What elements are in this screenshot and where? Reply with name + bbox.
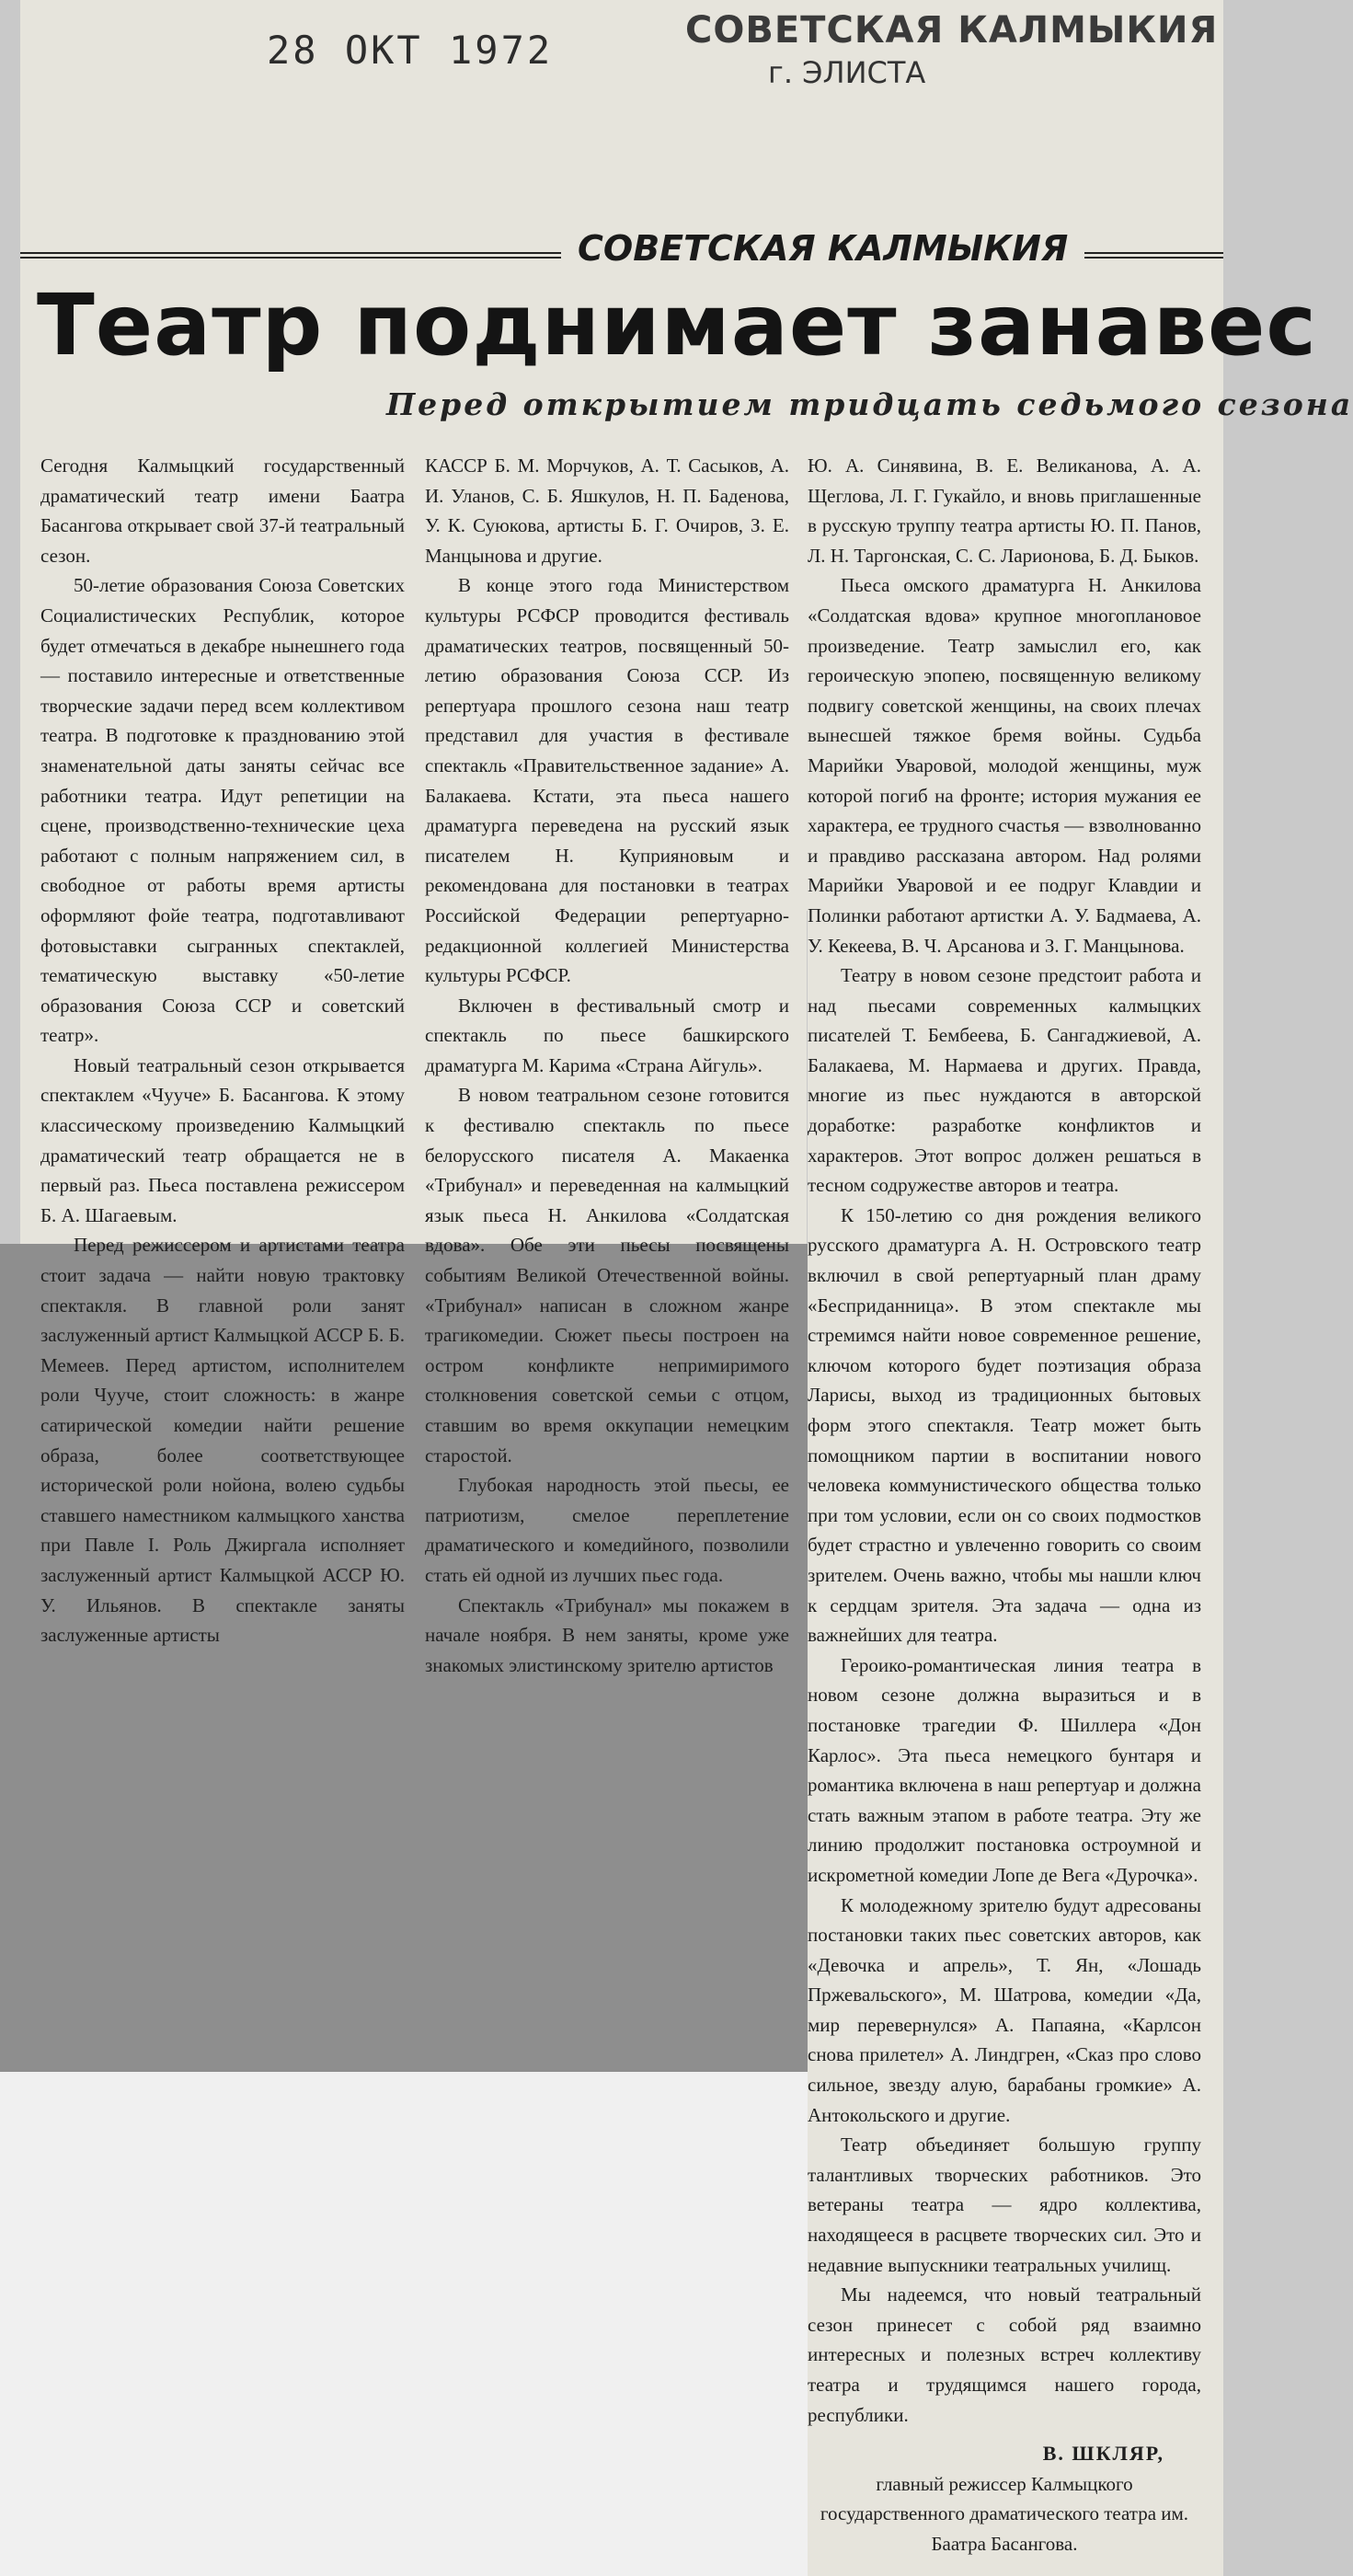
paragraph: В новом театральном сезоне готовится к фестивалю спектакль по пьесе белорусского писателя А. Макаенка «Трибунал» и переведенная на калмыцкий язык пьеса Н. Анкилова «Солдатская вдова». Обе эти пьесы посвящены событиям Великой Отечественной войны. «Трибунал» написан в сложном жанре трагикомедии. Сюжет пьесы построен на остром конфликте непримиримого столкновения советской семьи с отцом, ставшим во время оккупации немецким старостой. [425, 1084, 789, 1466]
city-stamp: г. ЭЛИСТА [768, 55, 926, 90]
paragraph: 50-летие образования Союза Советских Социалистических Республик, которое будет отмечаться в декабре нынешнего года — поставило интересные и ответственные творческие задачи перед всем коллективом театра. В подготовке к празднованию этой знаменательной даты заняты сейчас все работники театра. Идут репетиции на сцене, производственно-технические цеха работают с полным напряжением сил, в свободное от работы время артисты оформляют фойе театра, подготавливают фотовыставки сыгранных спектаклей, тематическую выставку «50-летие образования Союза ССР и советский театр». [40, 574, 405, 1047]
article-column-2 [425, 451, 789, 1680]
date-stamp: 28 ОКТ 1972 [267, 28, 554, 73]
headline: Театр поднимает занавес [37, 276, 1317, 374]
subheadline: Перед открытием тридцать седьмого сезона [386, 386, 1353, 422]
paragraph: Глубокая народность этой пьесы, ее патриотизм, смелое переплетение драматического и комедийного, позволили стать ей одной из лучших пьес года. [425, 1474, 789, 1586]
paragraph: КАССР Б. М. Морчуков, А. Т. Сасыков, А. И. Уланов, С. Б. Яшкулов, Н. П. Баденова, У. К. Суюкова, артисты Б. Г. Очиров, З. Е. Манцынова и другие. [425, 454, 789, 567]
paragraph: К 150-летию со дня рождения великого русского драматурга А. Н. Островского театр включил в свой репертуарный план драму «Бесприданница». В этом спектакле мы стремимся найти новое современное решение, ключом которого будет поэтизация образа Ларисы, выход из традиционных бытовых форм этого спектакля. Театр может быть помощником партии в воспитании нового человека коммунистического общества только при том условии, если он со своих подмостков будет страстно и увлеченно говорить со своим зрителем. Очень важно, чтобы мы нашли ключ к сердцам зрителя. Эта задача — одна из важнейших для театра. [808, 1203, 1201, 1647]
paragraph: Мы надеемся, что новый театральный сезон принесет с собой ряд взаимно интересных и полезных встреч коллективу театра и трудящимся нашего города, республики. [808, 2283, 1201, 2426]
paragraph: К молодежному зрителю будут адресованы постановки таких пьес советских авторов, как «Девочка и апрель», Т. Ян, «Лошадь Пржевальского», М. Шатрова, комедии «Да, мир перевернулся» А. Папаяна, «Карлсон снова прилетел» А. Линдгрен, «Сказ про слово сильное, звезду алую, барабаны громкие» А. Антокольского и другие. [808, 1893, 1201, 2126]
paragraph: Театр объединяет большую группу талантливых творческих работников. Это ветераны театра — ядро коллектива, находящееся в расцвете творческих сил. Это и недавние выпускники театральных училищ. [808, 2133, 1201, 2276]
newspaper-stamp: СОВЕТСКАЯ КАЛМЫКИЯ [685, 9, 1219, 52]
article-column-1 [40, 451, 405, 1650]
paragraph: Включен в фестивальный смотр и спектакль по пьесе башкирского драматурга М. Карима «Страна Айгуль». [425, 994, 789, 1076]
paragraph: Героико-романтическая линия театра в новом сезоне должна выразиться и в постановке трагедии Ф. Шиллера «Дон Карлос». Эта пьеса немецкого бунтаря и романтика включена в наш репертуар и должна стать важным этапом в работе театра. Эту же линию продолжит постановка остроумной и искрометной комедии Лопе де Вега «Дурочка». [808, 1653, 1201, 1886]
paragraph: Сегодня Калмыцкий государственный драматический театр имени Баатра Басангова открывает свой 37-й театральный сезон. [40, 454, 405, 567]
paragraph: Спектакль «Трибунал» мы покажем в начале ноября. В нем заняты, кроме уже знакомых элистинскому зрителю артистов [425, 1593, 789, 1676]
paragraph: В конце этого года Министерством культуры РСФСР проводится фестиваль драматических театров, посвященный 50-летию образования Союза ССР. Из репертуара прошлого сезона наш театр представил для участия в фестивале спектакль «Правительственное задание» А. Балакаева. Кстати, эта пьеса нашего драматурга переведена на русский язык писателем Н. Куприяновым и рекомендована для постановки в театрах Российской Федерации репертуарно-редакционной коллегией Министерства культуры РСФСР. [425, 574, 789, 987]
paragraph: Театру в новом сезоне предстоит работа и над пьесами современных калмыцких писателей Т. Бембеева, Б. Сангаджиевой, А. Балакаева, М. Нармаева и других. Правда, многие из пьес нуждаются в авторской доработке: разработке конфликтов и характеров. Этот вопрос должен решаться в тесном содружестве авторов и театра. [808, 964, 1201, 1197]
article-column-3 [808, 451, 1201, 2559]
blank-backing [0, 2072, 808, 2576]
paragraph: Перед режиссером и артистами театра стоит задача — найти новую трактовку спектакля. В главной роли занят заслуженный артист Калмыцкой АССР Б. Б. Мемеев. Перед артистом, исполнителем роли Чууче, стоит сложность: в жанре сатирической комедии найти решение образа, более соответствующее исторической роли нойона, волею судьбы ставшего наместником калмыцкого ханства при Павле I. Роль Джиргала исполняет заслуженный артист Калмыцкой АССР Ю. У. Ильянов. В спектакле заняты заслуженные артисты [40, 1234, 405, 1647]
paragraph: Пьеса омского драматурга Н. Анкилова «Солдатская вдова» крупное многоплановое произведение. Театр замыслил его, как героическую эпопею, посвященную великому подвигу советской женщины, на своих плечах вынесшей тяжкое бремя войны. Судьба Марийки Уваровой, молодой женщины, муж которой погиб на фронте; история мужания ее характера, ее трудного счастья — взволнованно и правдиво рассказана автором. Над ролями Марийки Уваровой и ее подруг Клавдии и Полинки работают артистки А. У. Бадмаева, А. У. Кекеева, В. Ч. Арсанова и З. Г. Манцынова. [808, 574, 1201, 957]
paragraph: Ю. А. Синявина, В. Е. Великанова, А. А. Щеглова, Л. Г. Гукайло, и вновь приглашенные в русскую труппу театра артисты Ю. П. Панов, Л. Н. Таргонская, С. С. Ларионова, Б. Д. Быков. [808, 454, 1201, 567]
author-title: главный режиссер Калмыцкого государственного драматического театра им. Баатра Басангова. [820, 2472, 1189, 2555]
signature-block [808, 2439, 1201, 2559]
paragraph: Новый театральный сезон открывается спектаклем «Чууче» Б. Басангова. К этому классическому произведению Калмыцкий драматический театр обращается не в первый раз. Пьеса поставлена режиссером Б. А. Шагаевым. [40, 1053, 405, 1226]
masthead: СОВЕТСКАЯ КАЛМЫКИЯ [561, 228, 1084, 269]
author-name: В. ШКЛЯР, [1042, 2442, 1164, 2466]
